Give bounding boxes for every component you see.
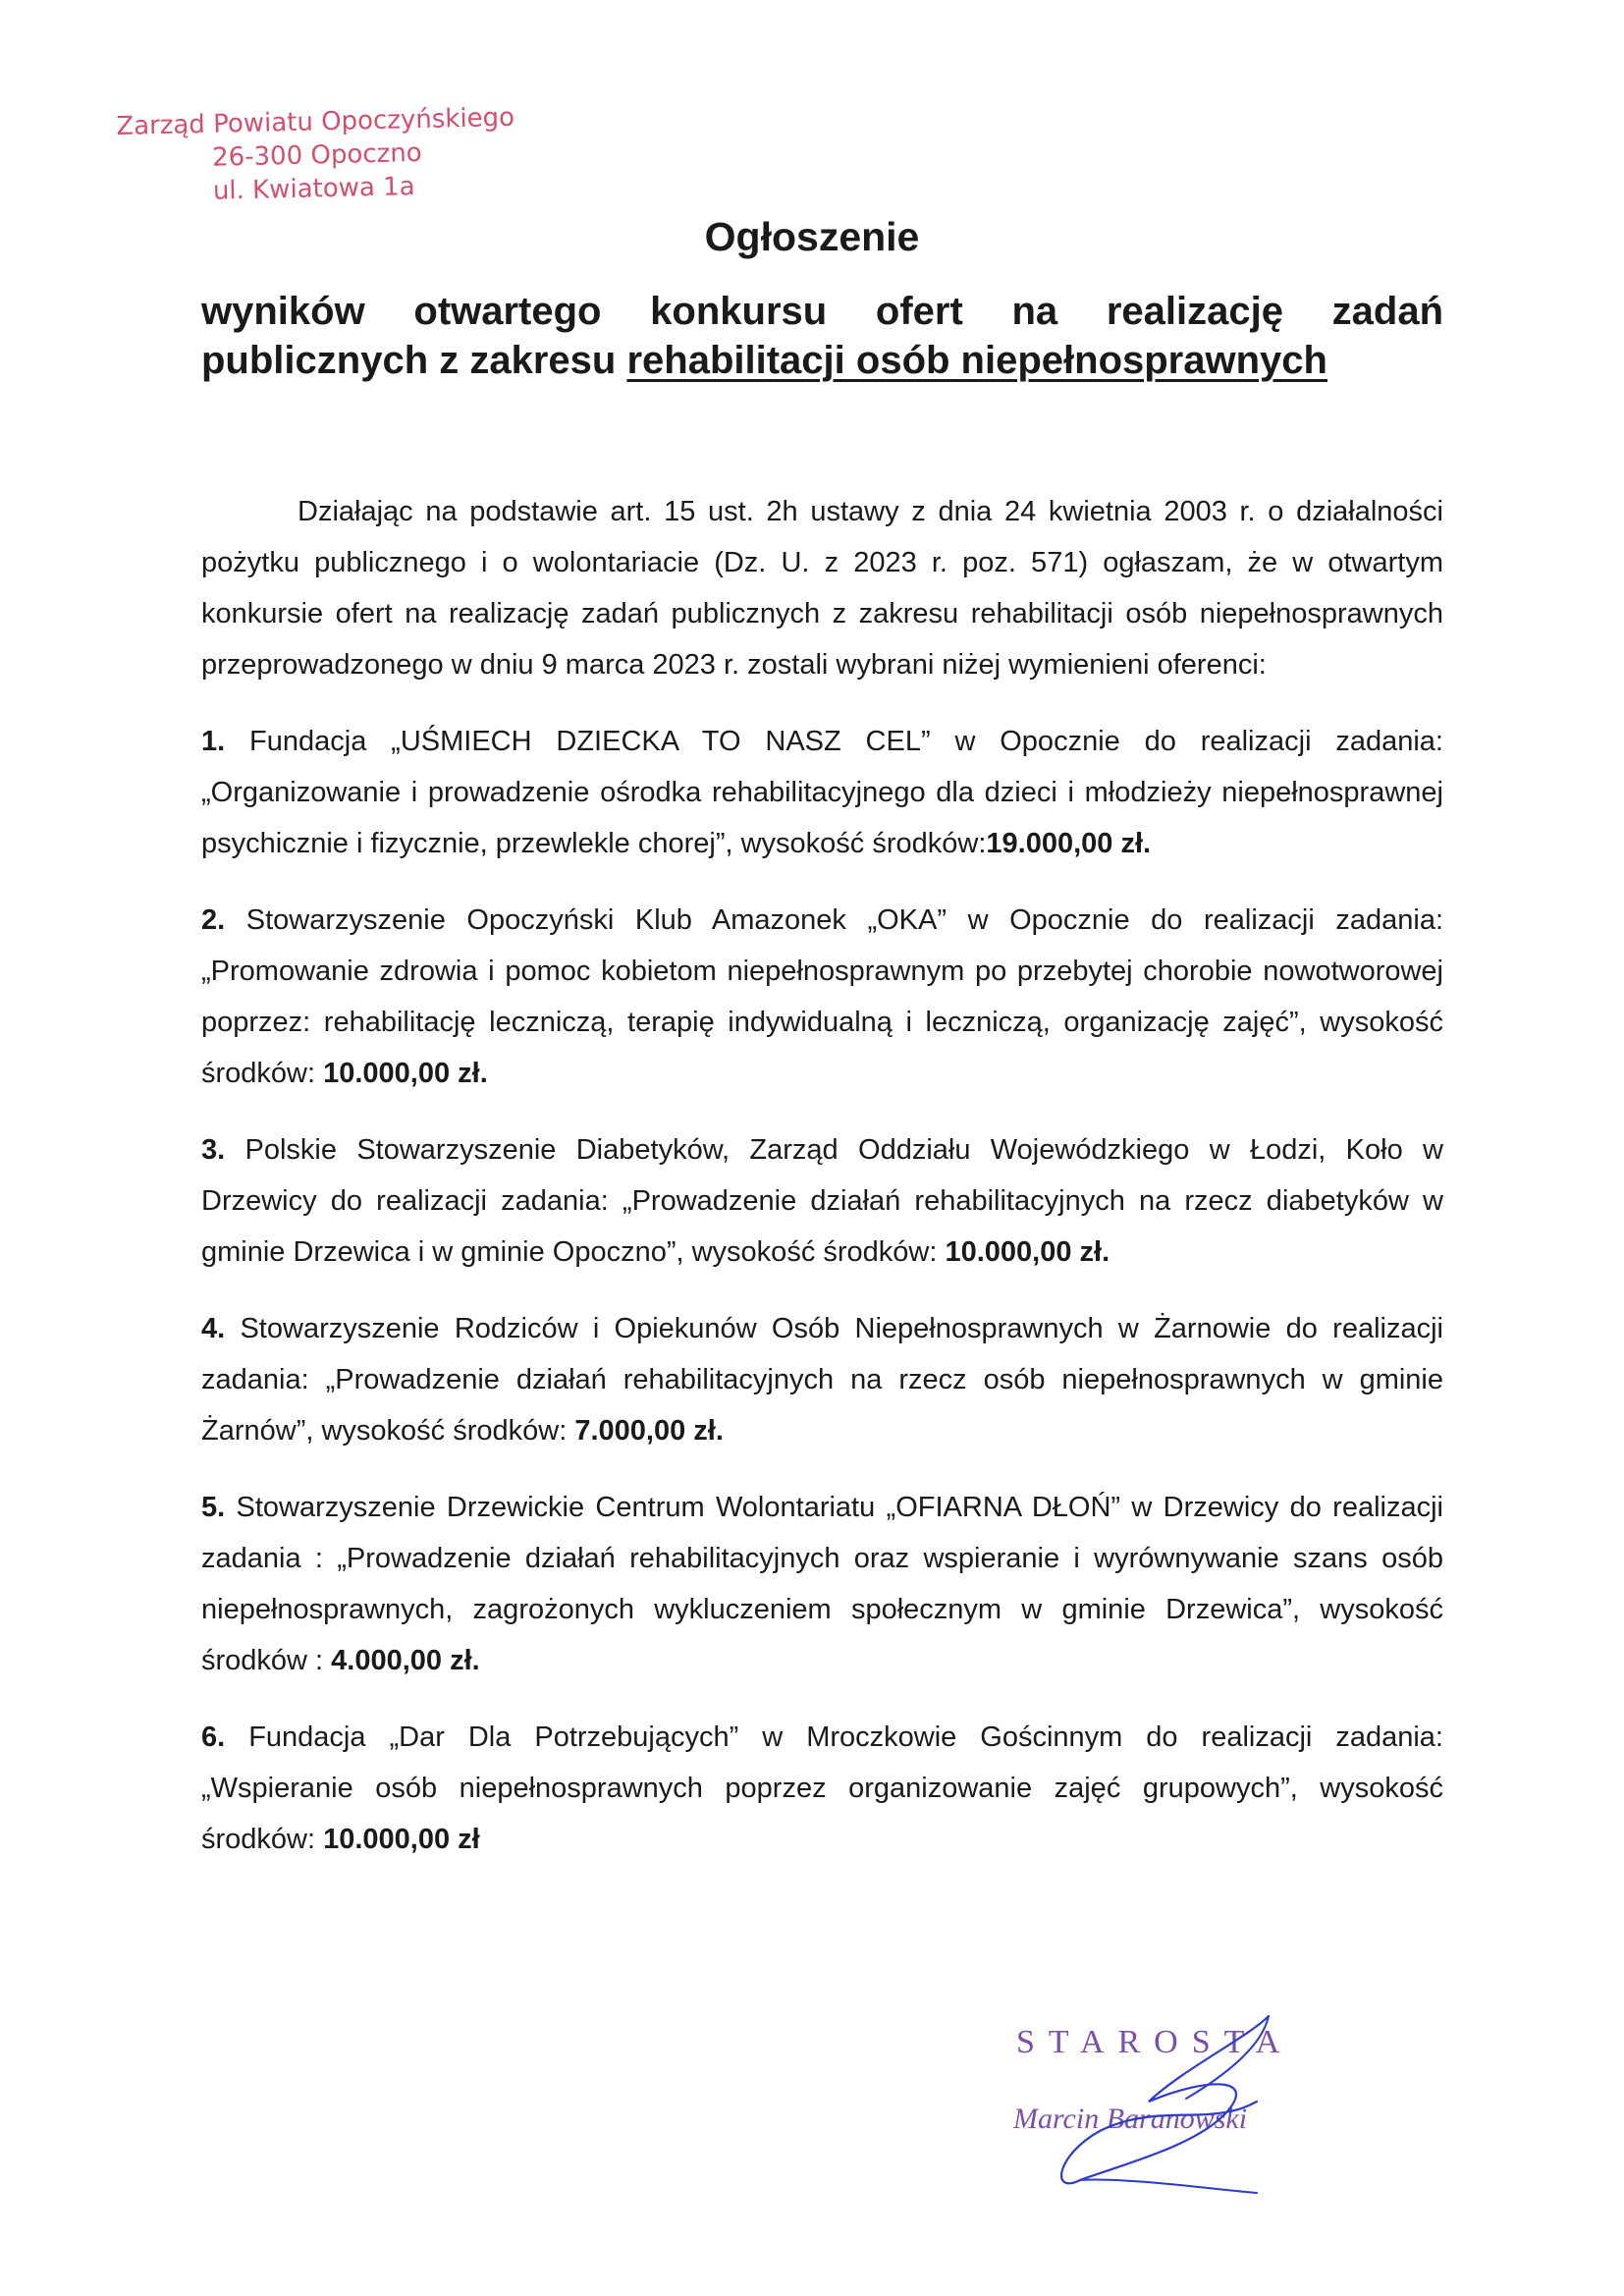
item-number: 4. — [201, 1313, 226, 1344]
item-number: 1. — [201, 726, 226, 757]
list-item — [201, 1303, 1443, 1456]
item-text: Fundacja „UŚMIECH DZIECKA TO NASZ CEL” w Opocznie do realizacji zadania: „Organizowanie i prowadzenie ośrodka rehabilitacyjnego dla dzieci i młodzieży niepełnosprawnej psychicznie i fizycznie, przewlekle chorej”, wysokość środków: — [201, 726, 1443, 859]
signature-title: STAROSTA — [1016, 2024, 1294, 2060]
item-text: Polskie Stowarzyszenie Diabetyków, Zarząd Oddziału Wojewódzkiego w Łodzi, Koło w Drzewicy do realizacji zadania: „Prowadzenie działań rehabilitacyjnych na rzecz diabetyków w gminie Drzewica i w gminie Opoczno”, wysokość środków: — [201, 1134, 1443, 1268]
document-subtitle — [201, 287, 1443, 385]
document-title: Ogłoszenie — [704, 214, 920, 259]
item-number: 3. — [201, 1134, 226, 1166]
list-item — [201, 716, 1443, 869]
item-number: 6. — [201, 1722, 226, 1753]
signature-name: Marcin Baranowski — [1013, 2103, 1248, 2135]
item-number: 5. — [201, 1492, 226, 1523]
list-item — [201, 1124, 1443, 1278]
item-amount: 7.000,00 zł. — [574, 1415, 724, 1447]
item-amount: 10.000,00 zł. — [323, 1058, 488, 1089]
item-text: Stowarzyszenie Rodziców i Opiekunów Osób Niepełnosprawnych w Żarnowie do realizacji zadania: „Prowadzenie działań rehabilitacyjnych na rzecz osób niepełnosprawnych w gminie Żarnów”, wysokość środków: — [201, 1313, 1443, 1447]
list-item — [201, 1482, 1443, 1686]
stamp-line-street: ul. Kwiatowa 1a — [212, 172, 415, 206]
subtitle-line-2-text: publicznych z zakresu — [201, 339, 627, 382]
stamp-line-postcode: 26-300 Opoczno — [211, 137, 422, 173]
list-item — [201, 895, 1443, 1099]
stamp-line-office: Zarząd Powiatu Opoczyńskiego — [116, 102, 515, 141]
item-text: Fundacja „Dar Dla Potrzebujących” w Mroczkowie Gościnnym do realizacji zadania: „Wspieranie osób niepełnosprawnych poprzez organizowanie zajęć grupowych”, wysokość środków: — [201, 1722, 1443, 1855]
item-amount: 19.000,00 zł. — [986, 828, 1152, 859]
handwritten-signature-icon — [1011, 2008, 1335, 2205]
signature-stamp — [1011, 2008, 1335, 2205]
item-text: Stowarzyszenie Drzewickie Centrum Wolontariatu „OFIARNA DŁOŃ” w Drzewicy do realizacji zadania : „Prowadzenie działań rehabilitacyjnych oraz wspieranie i wyrównywanie szans osób niepełnosprawnych, zagrożonych wykluczeniem społecznym w gminie Drzewica”, wysokość środków : — [201, 1492, 1443, 1676]
item-amount: 10.000,00 zł — [323, 1824, 480, 1855]
list-item — [201, 1712, 1443, 1865]
document-body — [201, 486, 1443, 1890]
office-stamp — [116, 100, 550, 210]
item-number: 2. — [201, 904, 226, 936]
item-amount: 10.000,00 zł. — [945, 1236, 1110, 1268]
subtitle-underlined-phrase: rehabilitacji osób niepełnosprawnych — [626, 339, 1327, 382]
intro-paragraph: Działając na podstawie art. 15 ust. 2h ustawy z dnia 24 kwietnia 2003 r. o działalności pożytku publicznego i o wolontariacie (Dz. U. z 2023 r. poz. 571) ogłaszam, że w otwartym konkursie ofert na realizację zadań publicznych z zakresu rehabilitacji osób niepełnosprawnych przeprowadzonego w dniu 9 marca 2023 r. zostali wybrani niżej wymienieni oferenci: — [201, 496, 1443, 681]
subtitle-line-1: wyników otwartego konkursu ofert na realizację zadań — [201, 290, 1443, 333]
item-text: Stowarzyszenie Opoczyński Klub Amazonek „OKA” w Opocznie do realizacji zadania: „Promowanie zdrowia i pomoc kobietom niepełnosprawnym po przebytej chorobie nowotworowej poprzez: rehabilitację leczniczą, terapię indywidualną i leczniczą, organizację zajęć”, wysokość środków: — [201, 904, 1444, 1089]
item-amount: 4.000,00 zł. — [331, 1645, 480, 1676]
subtitle-line-2 — [201, 336, 1443, 385]
